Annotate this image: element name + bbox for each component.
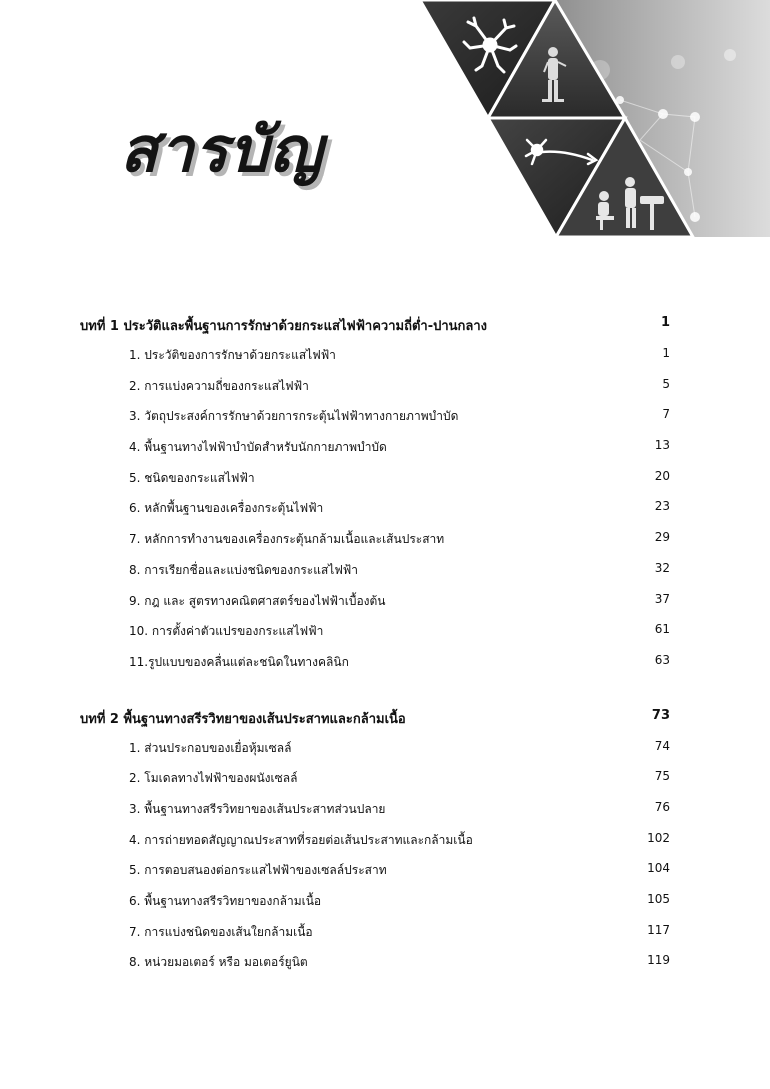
entry-title: 10. การตั้งค่าตัวแปรของกระแสไฟฟ้า [129,624,324,639]
entry-title: 3. พื้นฐานทางสรีรวิทยาของเส้นประสาทส่วนปลาย [129,801,386,816]
entry-page-number: 7 [662,407,670,422]
entry-title: 6. หลักพื้นฐานของเครื่องกระตุ้นไฟฟ้า [129,501,324,516]
entry-title: 2. โมเดลทางไฟฟ้าของผนังเซลล์ [129,771,298,786]
entry-page-number: 37 [654,591,670,606]
entry-title: 4. พื้นฐานทางไฟฟ้าบำบัดสำหรับนักกายภาพบำบัด [129,440,387,455]
entry-page-number: 119 [647,953,670,968]
entry-page-number: 63 [654,652,670,667]
entry-title: 1. ประวัติของการรักษาด้วยกระแสไฟฟ้า [129,348,336,362]
toc-entry-row [0,583,770,614]
entry-page-number: 1 [662,346,670,360]
entry-title: 4. การถ่ายทอดสัญญาณประสาทที่รอยต่อเส้นประสาทและกล้ามเนื้อ [129,832,473,847]
entry-title: 8. หน่วยมอเตอร์ หรือ มอเตอร์ยูนิต [129,955,308,970]
toc-entry-row [0,914,770,945]
toc-entry-row [0,791,770,822]
entry-title: 11.รูปแบบของคลื่นแต่ละชนิดในทางคลินิก [129,654,349,669]
entry-page-number: 74 [654,738,670,753]
header-illustration [0,0,770,240]
entry-page-number: 32 [654,560,670,575]
entry-title: 8. การเรียกชื่อและแบ่งชนิดของกระแสไฟฟ้า [129,562,359,577]
toc-chapter-row [0,699,770,730]
toc-entry-row [0,730,770,761]
toc-chapter-row [0,306,770,337]
chapter-title: บทที่ 2 พื้นฐานทางสรีรวิทยาของเส้นประสาทและกล้ามเนื้อ [80,711,406,727]
chapter-title: บทที่ 1 ประวัติและพื้นฐานการรักษาด้วยกระแสไฟฟ้าความถี่ต่ำ-ปานกลาง [80,319,488,334]
chapter-page-number: 1 [660,315,670,330]
entry-page-number: 102 [647,830,670,845]
entry-title: 2. การแบ่งความถี่ของกระแสไฟฟ้า [129,378,309,393]
toc-entry-row [0,944,770,975]
entry-page-number: 13 [654,438,670,453]
entry-page-number: 105 [647,892,670,906]
toc-entry-row [0,460,770,491]
toc-entry-row [0,644,770,675]
entry-page-number: 104 [647,861,670,876]
toc-entry-row [0,398,770,429]
entry-title: 9. กฎ และ สูตรทางคณิตศาสตร์ของไฟฟ้าเบื้องต้น [129,593,386,608]
entry-page-number: 29 [654,530,670,545]
toc-entry-row [0,822,770,853]
entry-page-number: 61 [654,622,670,637]
entry-title: 1. ส่วนประกอบของเยื่อหุ้มเซลล์ [129,740,292,755]
toc-entry-row [0,337,770,368]
entry-title: 7. หลักการทำงานของเครื่องกระตุ้นกล้ามเนื้อและเส้นประสาท [129,532,445,547]
entry-page-number: 75 [654,769,670,784]
entry-page-number: 5 [662,376,670,391]
toc-entry-row [0,552,770,583]
entry-page-number: 117 [647,922,670,937]
entry-page-number: 23 [654,499,670,514]
entry-page-number: 76 [654,799,670,814]
chapter-page-number: 73 [651,707,670,723]
toc-entry-row [0,883,770,914]
toc-entry-row [0,490,770,521]
entry-title: 7. การแบ่งชนิดของเส้นใยกล้ามเนื้อ [129,924,313,939]
entry-page-number: 20 [654,468,670,483]
entry-title: 5. การตอบสนองต่อกระแสไฟฟ้าของเซลล์ประสาท [129,863,387,878]
table-of-contents [0,306,770,975]
entry-title: 5. ชนิดของกระแสไฟฟ้า [129,470,255,485]
entry-title: 6. พื้นฐานทางสรีรวิทยาของกล้ามเนื้อ [129,894,322,908]
toc-entry-row [0,760,770,791]
toc-entry-row [0,852,770,883]
toc-entry-row [0,429,770,460]
toc-entry-row [0,521,770,552]
entry-title: 3. วัตถุประสงค์การรักษาด้วยการกระตุ้นไฟฟ้าทางกายภาพบำบัด [129,409,459,424]
section-gap [0,675,770,699]
toc-entry-row [0,368,770,399]
toc-entry-row [0,613,770,644]
page-title: สารบัญ [120,113,324,186]
